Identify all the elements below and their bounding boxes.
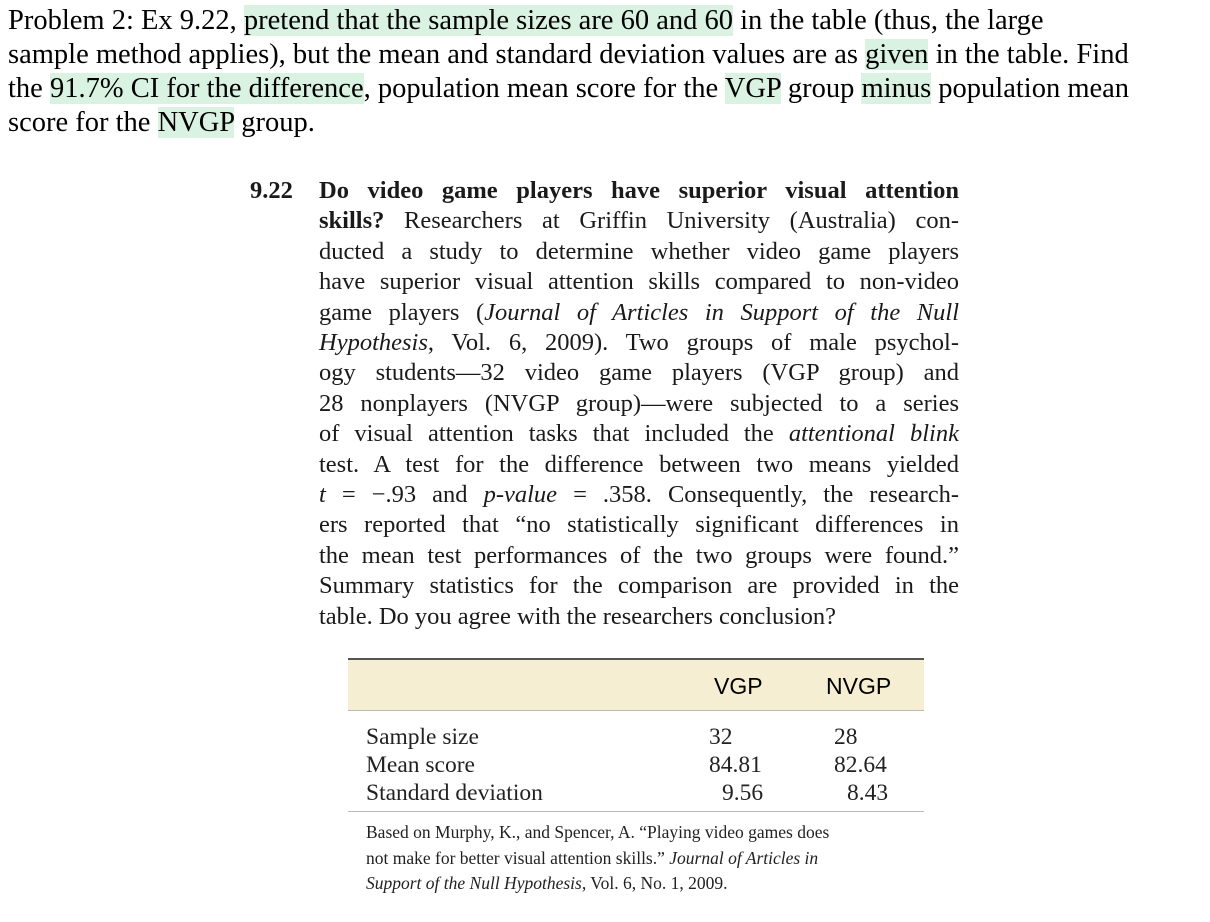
problem-statement: [8, 4, 1198, 140]
header-nvgp: NVGP: [826, 673, 892, 699]
exercise-text: Journal of Articles in Support of the Null: [484, 298, 959, 326]
exercise-line: [319, 510, 959, 540]
exercise-line: [319, 450, 959, 480]
exercise-text: attentional blink: [788, 420, 959, 448]
highlighted-text: given: [865, 39, 929, 70]
exercise-text: game players (: [319, 298, 485, 326]
exercise-text: 28 nonplayers (NVGP group)—were subjected to a series: [319, 389, 959, 417]
exercise-text: [319, 176, 959, 632]
exercise-line: [319, 176, 959, 206]
exercise-line: [319, 419, 959, 449]
exercise-line: [319, 328, 959, 358]
table-row: [348, 723, 924, 751]
source-line: [366, 846, 926, 872]
table-row: [348, 751, 924, 779]
problem-text: score for the: [8, 107, 158, 138]
problem-text: sample method applies), but the mean and standard deviation values are as: [8, 39, 866, 70]
summary-table: [348, 658, 924, 812]
row-label: Standard deviation: [366, 780, 543, 806]
source-text: Support of the Null Hypothesis: [366, 873, 582, 893]
exercise-text: ers reported that “no statistically significant differences in: [319, 511, 959, 539]
nvgp-value: 8.43: [847, 780, 889, 806]
source-text: , Vol. 6, No. 1, 2009.: [581, 873, 728, 893]
problem-text: , population mean score for the: [363, 73, 725, 104]
problem-text: population mean: [931, 73, 1130, 104]
exercise-line: [319, 267, 959, 297]
nvgp-value: 82.64: [834, 752, 887, 778]
table-body: [348, 711, 924, 812]
header-vgp: VGP: [714, 673, 763, 699]
problem-text: Problem 2: Ex 9.22,: [8, 5, 244, 36]
source-line: [366, 871, 926, 897]
problem-line: [8, 4, 1198, 38]
exercise-line: [319, 571, 959, 601]
row-label: Mean score: [366, 752, 475, 778]
exercise-text: ducted a study to determine whether video game players: [319, 237, 959, 265]
exercise-text: ogy students—32 video game players (VGP group) and: [319, 359, 959, 387]
nvgp-value: 28: [834, 724, 858, 750]
source-citation: [366, 820, 926, 897]
vgp-value: 32: [709, 724, 733, 750]
exercise-text: , Vol. 6, 2009). Two groups of male psychol-: [427, 329, 959, 357]
problem-text: in the table (thus, the large: [733, 5, 1044, 36]
exercise-text: skills?: [319, 207, 385, 235]
exercise-text: of visual attention tasks that included the: [319, 420, 789, 448]
exercise-line: [319, 541, 959, 571]
exercise-line: [319, 358, 959, 388]
highlighted-text: 91.7% CI for the difference: [49, 73, 364, 104]
highlighted-text: pretend that the sample sizes are 60 and 60: [243, 5, 733, 36]
problem-text: group.: [234, 107, 315, 138]
vgp-value: 84.81: [709, 752, 762, 778]
exercise-text: = .358. Consequently, the research-: [557, 481, 959, 509]
source-text: Based on Murphy, K., and Spencer, A. “Playing video games does: [366, 822, 830, 842]
highlighted-text: VGP: [724, 73, 781, 104]
problem-text: in the table. Find: [928, 39, 1129, 70]
exercise-text: = −.93 and: [325, 481, 484, 509]
vgp-value: 9.56: [722, 780, 764, 806]
exercise-line: [319, 602, 959, 632]
exercise-text: table. Do you agree with the researchers conclusion?: [319, 602, 837, 630]
exercise-text: Summary statistics for the comparison are provided in the: [319, 572, 959, 600]
highlighted-text: minus: [861, 73, 932, 104]
exercise-text: Hypothesis: [319, 329, 428, 357]
row-label: Sample size: [366, 724, 479, 750]
exercise-text: t: [319, 481, 326, 509]
exercise-number: 9.22: [250, 177, 293, 204]
problem-line: [8, 72, 1198, 106]
problem-line: [8, 38, 1198, 72]
exercise-line: [319, 389, 959, 419]
exercise-line: [319, 480, 959, 510]
problem-text: the: [8, 73, 50, 104]
problem-text: group: [780, 73, 862, 104]
exercise-text: have superior visual attention skills compared to non-video: [319, 268, 959, 296]
exercise-line: [319, 237, 959, 267]
highlighted-text: NVGP: [157, 107, 235, 138]
exercise-text: Do video game players have superior visual attention: [319, 177, 959, 204]
exercise-text: test. A test for the difference between two means yielded: [319, 450, 959, 478]
exercise-line: [319, 206, 959, 236]
problem-line: [8, 106, 1198, 140]
exercise-text: p-value: [483, 481, 558, 509]
source-text: not make for better visual attention skills.”: [366, 847, 670, 868]
source-line: [366, 820, 926, 846]
exercise-text: Researchers at Griffin University (Australia) con-: [384, 207, 959, 235]
table-row: [348, 779, 924, 807]
exercise-text: the mean test performances of the two groups were found.”: [319, 541, 959, 569]
table-header: [348, 658, 924, 711]
source-text: Journal of Articles in: [669, 847, 819, 868]
exercise-line: [319, 298, 959, 328]
